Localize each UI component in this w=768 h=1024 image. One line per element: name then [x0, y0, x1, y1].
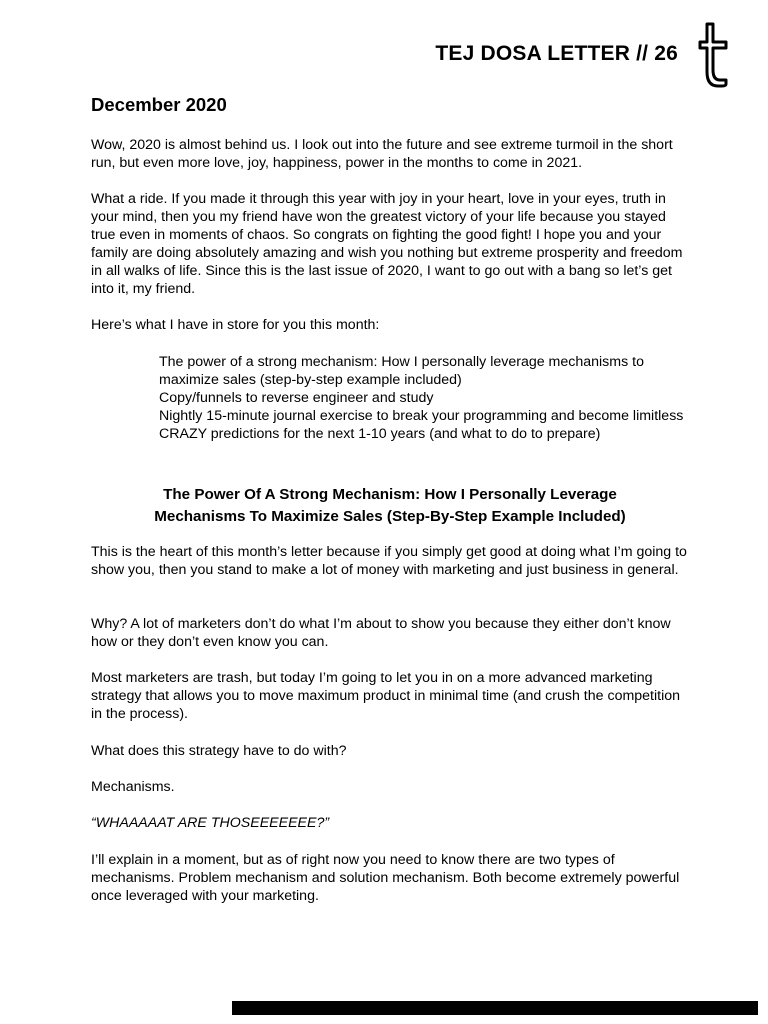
paragraph-text: “WHAAAAAT ARE THOSEEEEEEE?”	[91, 815, 330, 831]
intro-paragraph	[91, 136, 691, 172]
paragraph-text: What a ride. If you made it through this year with joy in your heart, love in your eyes, truth in your mind, then you my friend have won the greatest victory of your life because you stayed true even in moments of chaos. So congrats on fighting the good fight! I hope you and your family are doing absolutely amazing and wish you nothing but extreme prosperity and freedom in all walks of life. Since this is the last issue of 2020, I want to go out with a bang so let’s get into it, my friend.	[91, 191, 683, 297]
paragraph-text: Here’s what I have in store for you this month:	[91, 317, 380, 333]
list-item: Nightly 15-minute journal exercise to break your programming and become limitless	[159, 408, 684, 424]
paragraph-text: Mechanisms.	[91, 779, 175, 795]
list-item: Copy/funnels to reverse engineer and study	[159, 390, 434, 406]
section-paragraph	[91, 742, 691, 760]
section-paragraph	[91, 615, 691, 651]
t-letter-logo-icon	[696, 20, 730, 88]
list-item: The power of a strong mechanism: How I personally leverage mechanisms to maximize sales (step-by-step example included)	[159, 354, 644, 388]
greeting-paragraph	[91, 190, 691, 298]
letter-title: TEJ DOSA LETTER // 26	[435, 42, 678, 65]
section-paragraph	[91, 543, 691, 579]
topics-list	[159, 353, 699, 443]
in-store-paragraph	[91, 316, 691, 334]
paragraph-text: This is the heart of this month’s letter because if you simply get good at doing what I’m going to show you, then you stand to make a lot of money with marketing and just business in general.	[91, 544, 687, 578]
section-paragraph	[91, 778, 691, 796]
section-paragraph	[91, 851, 691, 905]
section-heading-line: Mechanisms To Maximize Sales (Step-By-Step Example Included)	[154, 508, 626, 525]
list-item: CRAZY predictions for the next 1-10 years (and what to do to prepare)	[159, 426, 601, 442]
section-heading-line: The Power Of A Strong Mechanism: How I Personally Leverage	[163, 486, 617, 503]
quote-paragraph	[91, 814, 691, 832]
section-heading	[75, 484, 705, 528]
paragraph-text: Most marketers are trash, but today I’m going to let you in on a more advanced marketing strategy that allows you to move maximum product in minimal time (and crush the competition in the process).	[91, 670, 681, 722]
paragraph-text: I’ll explain in a moment, but as of right now you need to know there are two types of mechanisms. Problem mechanism and solution mechanism. Both become extremely powerful once leveraged with your marketing.	[91, 852, 680, 904]
paragraph-text: Wow, 2020 is almost behind us. I look out into the future and see extreme turmoil in the short run, but even more love, joy, happiness, power in the months to come in 2021.	[91, 137, 673, 171]
footer-bar	[232, 1001, 758, 1015]
date-heading: December 2020	[91, 94, 227, 115]
paragraph-text: What does this strategy have to do with?	[91, 743, 347, 759]
paragraph-text: Why? A lot of marketers don’t do what I’m about to show you because they either don’t know how or they don’t even know you can.	[91, 616, 671, 650]
section-paragraph	[91, 669, 691, 723]
